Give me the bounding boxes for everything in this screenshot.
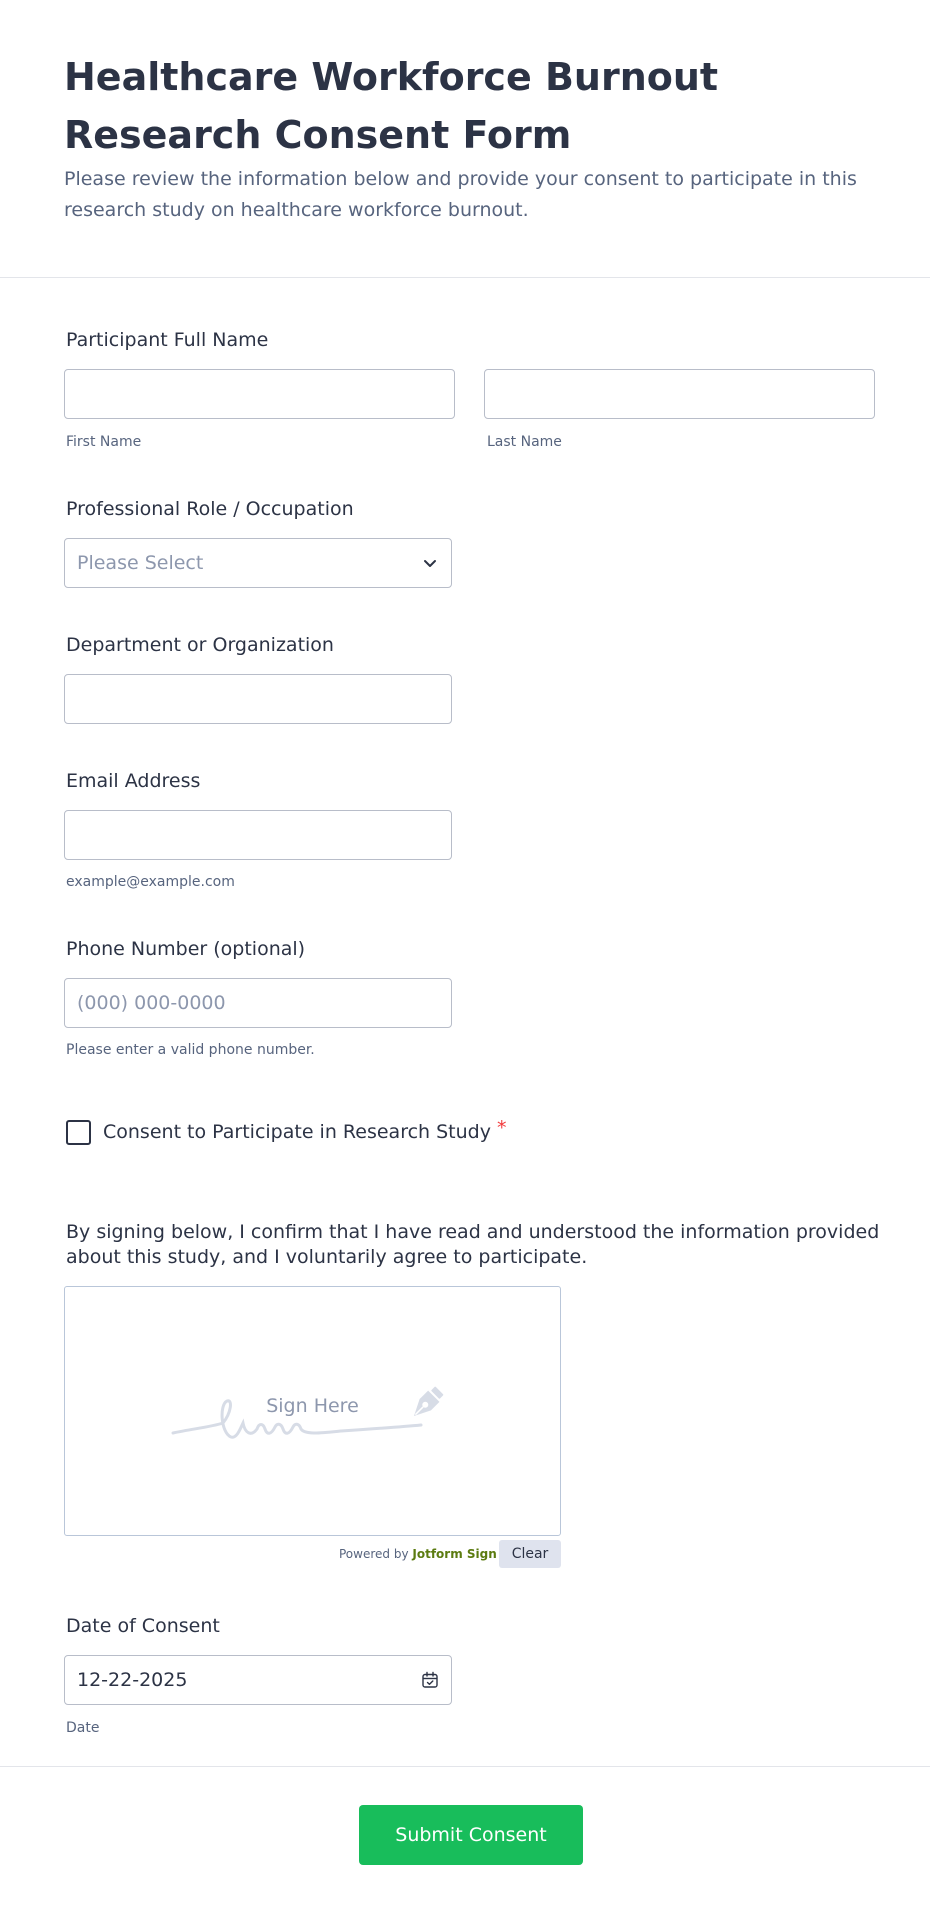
phone-sublabel: Please enter a valid phone number. <box>66 1042 315 1058</box>
calendar-icon[interactable] <box>421 1671 439 1689</box>
role-select[interactable] <box>64 538 452 588</box>
role-select-value: Please Select <box>77 552 204 574</box>
email-label: Email Address <box>66 770 201 792</box>
department-input[interactable] <box>64 674 452 724</box>
date-value: 12-22-2025 <box>77 1669 188 1691</box>
form-subtitle: Please review the information below and provide your consent to participate in this research study on healthcare workforce burnout. <box>64 168 857 221</box>
date-label: Date of Consent <box>66 1615 220 1637</box>
email-sublabel: example@example.com <box>66 874 235 890</box>
pen-nib-icon <box>405 1383 447 1425</box>
submit-consent-button[interactable]: Submit Consent <box>359 1805 583 1865</box>
required-asterisk: * <box>496 1117 507 1139</box>
department-label: Department or Organization <box>66 634 334 656</box>
email-input[interactable] <box>64 810 452 860</box>
powered-brand: Jotform Sign <box>412 1547 497 1561</box>
chevron-down-icon <box>421 554 439 572</box>
role-label: Professional Role / Occupation <box>66 498 354 520</box>
consent-label-text: Consent to Participate in Research Study <box>103 1121 491 1143</box>
last-name-input[interactable] <box>484 369 875 419</box>
signature-pad[interactable] <box>64 1286 561 1536</box>
consent-label[interactable] <box>103 1117 507 1144</box>
last-name-sublabel: Last Name <box>487 434 562 450</box>
date-input[interactable] <box>64 1655 452 1705</box>
phone-label: Phone Number (optional) <box>66 938 306 960</box>
clear-signature-button[interactable]: Clear <box>499 1540 561 1568</box>
phone-input[interactable] <box>64 978 452 1028</box>
full-name-label: Participant Full Name <box>66 329 269 351</box>
footer-divider <box>0 1766 930 1767</box>
signature-statement: By signing below, I confirm that I have read and understood the information provided about this study, and I voluntarily agree to participate. <box>66 1221 880 1268</box>
form-header <box>0 0 930 278</box>
consent-checkbox[interactable] <box>66 1120 91 1145</box>
form-title: Healthcare Workforce Burnout Research Consent Form <box>64 55 719 157</box>
sign-here-placeholder: Sign Here <box>266 1395 359 1417</box>
first-name-input[interactable] <box>64 369 455 419</box>
powered-prefix: Powered by <box>339 1547 409 1561</box>
first-name-sublabel: First Name <box>66 434 142 450</box>
date-sublabel: Date <box>66 1720 100 1736</box>
powered-by <box>339 1546 497 1562</box>
